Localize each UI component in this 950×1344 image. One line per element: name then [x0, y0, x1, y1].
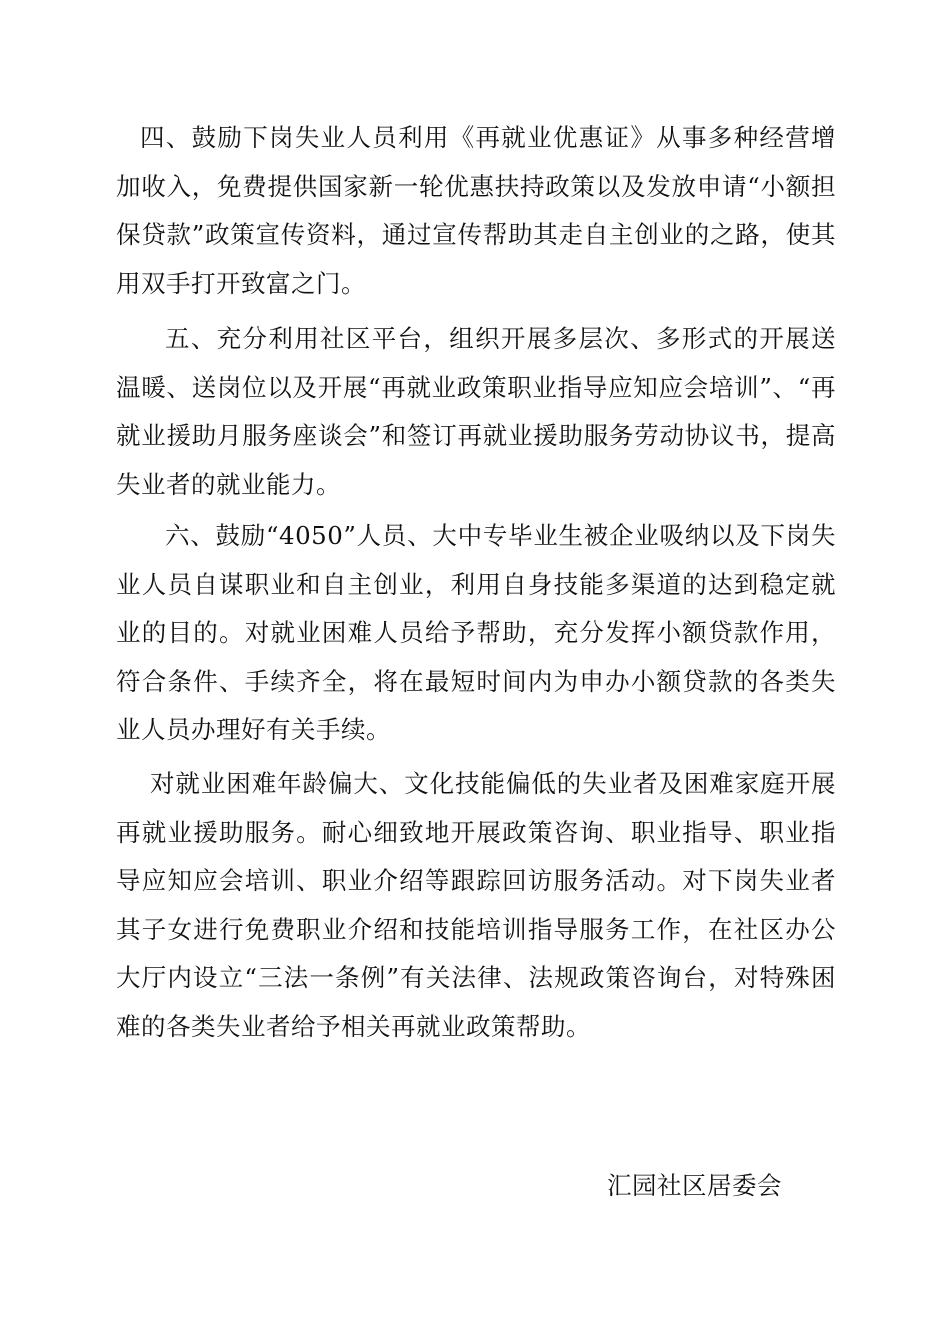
paragraph-item-six: 六、鼓励“4050”人员、大中专毕业生被企业吸纳以及下岗失业人员自谋职业和自主创业，利用自身技能多渠道的达到稳定就业的目的。对就业困难人员给予帮助，充分发挥小额贷款作用，符合条件、手续齐全，将在最短时间内为申办小额贷款的各类失业人员办理好有关手续。	[116, 521, 836, 744]
signature-organization: 汇园社区居委会	[607, 1171, 782, 1200]
paragraph-item-five: 五、充分利用社区平台，组织开展多层次、多形式的开展送温暖、送岗位以及开展“再就业政策职业指导应知应会培训”、“再就业援助月服务座谈会”和签订再就业援助服务劳动协议书，提高失业者的就业能力。	[116, 324, 836, 499]
paragraph-item-four: 四、鼓励下岗失业人员利用《再就业优惠证》从事多种经营增加收入，免费提供国家新一轮优惠扶持政策以及发放申请“小额担保贷款”政策宣传资料，通过宣传帮助其走自主创业的之路，使其用双手打开致富之门。	[116, 123, 836, 298]
paragraph-assistance-services: 对就业困难年龄偏大、文化技能偏低的失业者及困难家庭开展再就业援助服务。耐心细致地开展政策咨询、职业指导、职业指导应知应会培训、职业介绍等跟踪回访服务活动。对下岗失业者其子女进行免费职业介绍和技能培训指导服务工作，在社区办公大厅内设立“三法一条例”有关法律、法规政策咨询台，对特殊困难的各类失业者给予相关再就业政策帮助。	[116, 769, 836, 1041]
